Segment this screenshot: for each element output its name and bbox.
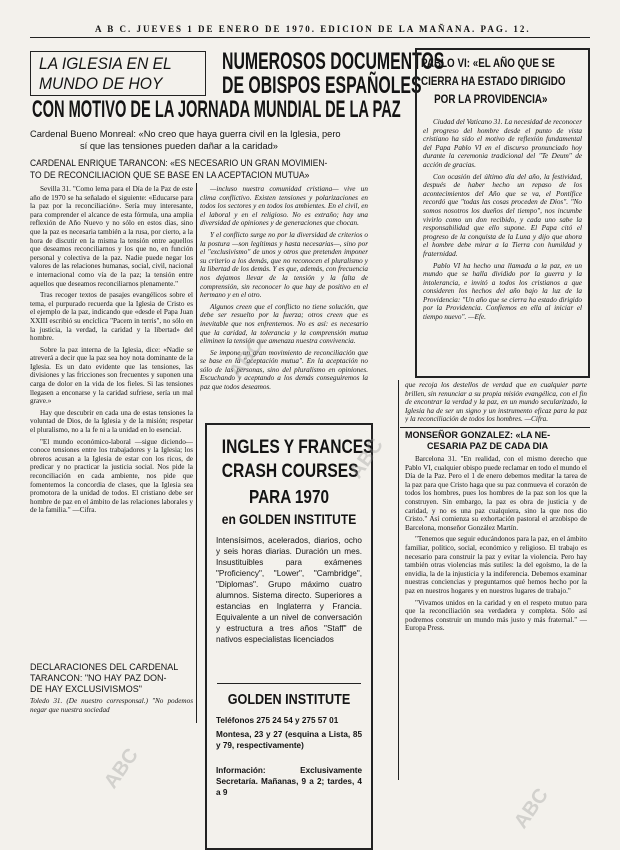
pablo-vi-title-line3: POR LA PROVIDENCIA»: [434, 92, 548, 106]
column-1-paragraph: Sevilla 31. "Como lema para el Día de la Paz de este año de 1970 se ha señalado el siguiente: «Educarse para la paz por la reconciliación». Sería muy interesante, para comprender el alcance de esta fórmula, una amplia reflexión de Año Nuevo y no sólo en estos días, sino que la paz es necesaria también a la rusa, por cierto, a la hora de discutir en la misma la tensión entre aquellos que deseamos reconciliarnos y los que no, en función personal y colectiva de la paz. Nadie puede negar los valores de las relaciones humanas, social, civil, nacional e internacional como vía de la paz; la tensión entre aquellos que deseamos reconciliarnos plenamente.": [30, 185, 193, 288]
ad-headline-line3: PARA 1970: [249, 487, 329, 507]
section-kicker-line2: MUNDO DE HOY: [39, 74, 163, 93]
subhead-bueno: [30, 128, 410, 152]
pablo-vi-box: [415, 48, 590, 378]
column-2-paragraph: Se impone un gran movimiento de reconciliación que se base en la "aceptación mutua". En la aceptación no sólo de las personas, sino del pluralismo en opiniones. Escuchando y aceptando a los demás conseguiremos la paz que todos deseamos.: [200, 348, 368, 392]
pablo-vi-body: [423, 118, 582, 374]
tarancon-title-line1: DECLARACIONES DEL CARDENAL: [30, 662, 179, 672]
gonzalez-paragraph: Barcelona 31. "En realidad, con el mismo derecho que Pablo VI, cualquier obispo puede reclamar en todo el mundo el Día de la Paz. Pero el 1 de enero debemos meditar la tarea de la paz para que Cristo haga que su paz conmueva el corazón de todos los hombres, pues los hombres de la paz son los que la construyen. Sin embargo, la paz es obra de justicia y de caridad, y no es una paz cualquiera, sino la que nos dio Cristo." Así comienza su exhortación pastoral el arzobispo de Barcelona, monseñor González Martín.: [405, 455, 587, 532]
column-1-body: [30, 185, 193, 658]
column-1-paragraph: Sobre la paz interna de la Iglesia, dice: «Nadie se atreverá a decir que la paz sea hoy nota dominante de la Iglesia. Es un dato evidente que las tensiones, las divisiones y las fricciones son frecuentes y suponen una carga de dolor en la vida de los fieles. Si las tensiones llegasen a enconarse y la caridad sufriese, sería un mal grave.»: [30, 345, 193, 406]
ad-body-text: Intensísimos, acelerados, diarios, ocho y seis horas diarias. Duración un mes. Insustituibles para exámenes "Proficiency", "Lower", "Cambridge", "Diplomas". Grupo máximo cuatro alumnos. Sistema directo. Superiores a estancias en Inglaterra y Francia. Equivalente a un nivel de conversación y estructura a tres años "Staff" de nativos especialistas licenciados: [216, 536, 362, 644]
abc-watermark: ABC: [100, 744, 143, 793]
right-continuation-text: que recoja los destellos de verdad que en cualquier parte brillen, sin renunciar a su propia misión evangélica, con el fin de encontrar la verdad y la paz, en un mundo secularizado, la Iglesia ha de ser un signo y un instrumento eficaz para la paz y la reconciliación de todos los hombres. —Cifra.: [405, 381, 587, 424]
subhead-tarancon: [30, 158, 327, 181]
subhead-line2: sí que las tensiones pueden dañar a la caridad»: [80, 141, 278, 151]
pablo-vi-paragraph: Con ocasión del último día del año, la festividad, después de haber hecho un repaso de los acontecimientos del Año que se va, el Pontífice recordó que "todas las cosas proceden de Dios". "No somos nosotros los dueños del tiempo", nos incumbe vivirlo como un don recibido, y cada uno sabe la responsabilidad que ello supone. El Papa citó el progreso de la conquista de la Luna y dijo que ahora el hombre debe mirar a la Tierra con humildad y fraternidad.: [423, 172, 582, 258]
subhead-line4: TO DE RECONCILIACION QUE SE BASE EN LA ACEPTACION MUTUA»: [30, 169, 310, 181]
column-2-paragraph: Algunos creen que el conflicto no tiene solución, que debe ser resuelto por la fuerza; otros creen que es inevitable que nos enfrentemos. No es así: es necesario que la caridad, la tolerancia y la comprensión mutua eliminen la tensión que amenaza nuestra convivencia.: [200, 302, 368, 346]
tarancon-title-line3: DE HAY EXCLUSIVISMOS": [30, 684, 142, 694]
column-1-paragraph: "El mundo económico-laboral —sigue diciendo— conoce tensiones entre los trabajadores y la Iglesia; los obreros acusan a la Iglesia de estar con los ricos, de predicar y no practicar la justicia social. Nos pide la reconciliación en cada ambiente, nos pide que fomentemos la concordia de clases, que la Iglesia sea promotora de la unidad de todos. El cristiano debe ser hombre de paz en el ámbito de las relaciones laborales y de la familia." —Cifra.: [30, 437, 193, 515]
abc-watermark: ABC: [225, 334, 268, 383]
gonzalez-title: [405, 430, 587, 452]
headline-line3: CON MOTIVO DE LA JORNADA MUNDIAL DE LA PAZ: [32, 96, 401, 123]
gonzalez-body: [405, 455, 587, 775]
gonzalez-title-line2: CESARIA PAZ DE CADA DIA: [427, 441, 549, 451]
pablo-vi-paragraph: Pablo VI ha hecho una llamada a la paz, en un mundo que se halla dividido por la guerra y la intolerancia, e invitó a todos los cristianos a que consideren los hechos del año bajo la luz de la Providencia: "Un año que se cierra ha estado dirigido por la Providencia. Confiemos en ella al iniciar el tiempo nuevo". —Efe.: [423, 261, 582, 322]
ad-headline-line1: INGLES Y FRANCES: [221, 437, 374, 458]
gonzalez-paragraph: "Tenemos que seguir educándonos para la paz, en el ámbito familiar, político, social, económico y religioso. El trabajo es necesario para construir la paz y evitar la violencia. Pero hay también otras violencias más sutiles: la del egoísmo, la de la envidia, la de la injusticia y la indiferencia. Debemos examinar nuestras conciencias y preguntarnos qué hemos hecho por la paz en nuestros hogares y en nuestros lugares de trabajo.": [405, 535, 587, 595]
ad-divider: [217, 683, 361, 684]
ad-headline-line2: CRASH COURSES: [221, 461, 359, 482]
abc-watermark: ABC: [510, 784, 553, 833]
section-kicker-line1: LA IGLESIA EN EL: [39, 54, 172, 73]
pablo-vi-paragraph: Ciudad del Vaticano 31. La necesidad de reconocer el progreso del hombre desde el punto de vista cristiano ha sido el motivo de reflexión fundamental del Papa Pablo VI en el discurso pronunciado hoy durante la ceremonia tradicional del "Te Deum" de acción de gracias.: [423, 118, 582, 169]
right-divider: [400, 427, 590, 428]
subhead-line3: CARDENAL ENRIQUE TARANCON: «ES NECESARIO UN GRAN MOVIMIEN-: [30, 158, 328, 169]
ad-headline-line4: en GOLDEN INSTITUTE: [221, 511, 357, 527]
ad-phones: Teléfonos 275 24 54 y 275 57 01: [216, 716, 339, 725]
pablo-vi-title-line2: CIERRA HA ESTADO DIRIGIDO: [421, 74, 566, 88]
ad-institute-name: GOLDEN INSTITUTE: [227, 691, 351, 708]
ad-info: Información: Exclusivamente Secretaría. Mañanas, 9 a 2; tardes, 4 a 9: [216, 766, 362, 797]
pablo-vi-title: [421, 54, 566, 108]
headline-line1: NUMEROSOS DOCUMENTOS: [222, 48, 445, 75]
abc-watermark: ABC: [345, 434, 388, 483]
column-1-paragraph: Tras recoger textos de pasajes evangélicos sobre el tema, el purpurado recuerda que la Iglesia de Cristo es el ejemplo de la paz, indicando que «desde el Papa Juan XXIII escribió su encíclica "Pacem in terris", no sólo en la justicia, la verdad, la caridad y la libertad» del hombre.: [30, 291, 193, 343]
gonzalez-title-line1: MONSEÑOR GONZALEZ: «LA NE-: [405, 430, 551, 440]
column-2-paragraph: Y el conflicto surge no por la diversidad de criterios o la postura —son legítimas y hasta necesarias—, sino por el "exclusivismo" de unos y otros que pretenden imponer su criterio a los demás, que no reconocen el pluralismo y la libertad de los demás. Y es que, además, con frecuencia nos dejamos llevar de la tensión y la falta de comprensión, sin reconocer lo que hay de positivo en el hermano y en el otro.: [200, 230, 368, 300]
page-header: A B C. JUEVES 1 DE ENERO DE 1970. EDICION DE LA MAÑANA. PAG. 12.: [95, 24, 531, 34]
tarancon-title-line2: TARANCON: "NO HAY PAZ DON-: [30, 673, 167, 683]
subhead-line1: Cardenal Bueno Monreal: «No creo que haya guerra civil en la Iglesia, pero: [30, 129, 341, 139]
ad-address: Montesa, 23 y 27 (esquina a Lista, 85 y 79, respectivamente): [216, 730, 362, 750]
gonzalez-paragraph: "Vivamos unidos en la caridad y en el respeto mutuo para que la reconciliación sea verdadera y completa. Sólo así podremos construir un mundo más justo y más fraternal." —Europa Press.: [405, 598, 587, 633]
column-divider: [196, 183, 197, 723]
section-kicker-box: [30, 51, 206, 96]
golden-institute-ad: [205, 423, 373, 850]
right-column-divider: [398, 380, 399, 780]
tarancon-declaration-title: [30, 662, 193, 695]
headline-line2: DE OBISPOS ESPAÑOLES: [222, 72, 422, 99]
pablo-vi-title-line1: PABLO VI: «EL AÑO QUE SE: [421, 56, 555, 70]
header-rule: [30, 37, 590, 38]
column-2-body: [200, 185, 368, 407]
tarancon-declaration-text: Toledo 31. (De nuestro corresponsal.) "No podemos negar que nuestra sociedad: [30, 697, 193, 714]
column-2-paragraph: —incluso nuestra comunidad cristiana— vive un clima conflictivo. Existen tensiones y polarizaciones en todos los sectores y en todos los ambientes. En el civil, en el laboral y en el religioso. No es extraño; hay una diversidad de opiniones y de generaciones que chocan.: [200, 185, 368, 228]
column-1-paragraph: Hay que descubrir en cada una de estas tensiones la voluntad de Dios, de la Iglesia y de la misión; respetar el pluralismo, no a la fe ni a la unidad en lo esencial.: [30, 408, 193, 435]
